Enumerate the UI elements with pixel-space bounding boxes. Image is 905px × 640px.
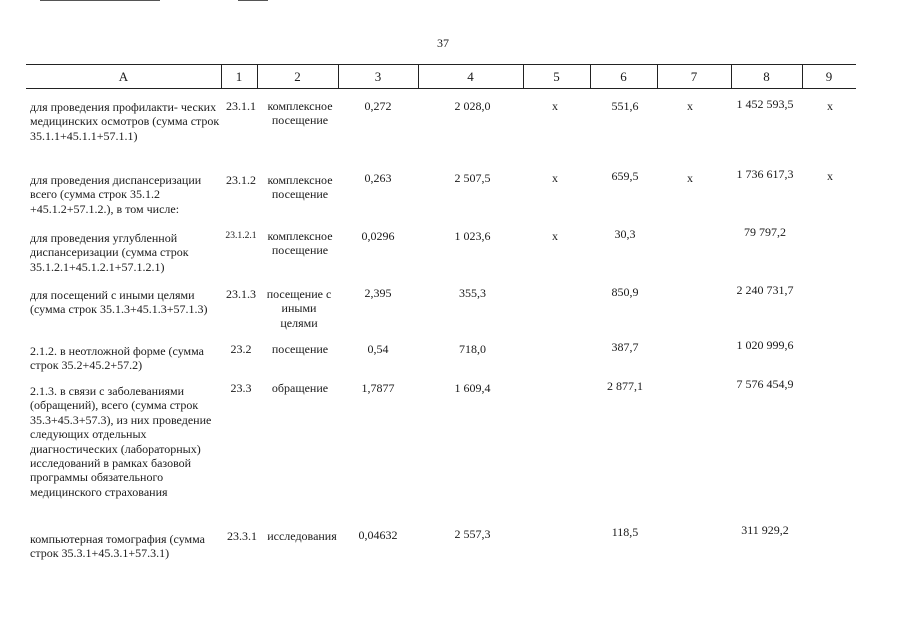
header-col-a: А xyxy=(118,69,129,84)
header-col-8: 8 xyxy=(763,69,770,84)
row-description: для посещений с иными целями (сумма строк 35.1.3+45.1.3+57.1.3) xyxy=(30,288,208,317)
row-col-4: 1 609,4 xyxy=(454,381,491,395)
row-description: для проведения диспансеризации всего (сумма строк 35.1.2 +45.1.2+57.1.2.), в том числе: xyxy=(30,173,202,216)
row-type: исследования xyxy=(267,529,337,543)
row-col-3: 0,272 xyxy=(364,99,392,113)
row-col-8: 2 240 731,7 xyxy=(736,283,794,297)
row-col-7: х xyxy=(687,171,693,185)
row-col-3: 0,04632 xyxy=(358,528,398,542)
row-col-4: 355,3 xyxy=(459,286,486,300)
header-col-2: 2 xyxy=(294,69,301,84)
row-col-6: 30,3 xyxy=(614,227,636,241)
row-code: 23.1.2.1 xyxy=(225,230,257,241)
row-code: 23.2 xyxy=(230,342,252,356)
row-col-3: 2,395 xyxy=(364,286,392,300)
header-col-4: 4 xyxy=(467,69,474,84)
row-col-7: х xyxy=(687,99,693,113)
row-description: компьютерная томография (сумма строк 35.3.1+45.3.1+57.3.1) xyxy=(30,532,205,561)
row-code: 23.3.1 xyxy=(227,529,257,543)
row-col-6: 118,5 xyxy=(611,525,639,539)
row-col-6: 387,7 xyxy=(611,340,639,354)
row-code: 23.1.3 xyxy=(226,287,256,301)
header-col-1: 1 xyxy=(235,69,243,84)
row-type: комплексное посещение xyxy=(267,173,333,202)
row-col-6: 850,9 xyxy=(611,285,639,299)
row-col-9: х xyxy=(827,169,833,183)
header-col-5: 5 xyxy=(553,69,560,84)
row-col-4: 718,0 xyxy=(459,342,486,356)
row-col-3: 0,0296 xyxy=(361,229,395,243)
row-col-8: 1 736 617,3 xyxy=(736,167,794,181)
row-col-4: 1 023,6 xyxy=(454,229,491,243)
row-type: посещение с иными целями xyxy=(266,287,332,330)
scan-top-line-left xyxy=(40,0,160,1)
row-col-3: 0,54 xyxy=(367,342,389,356)
row-col-8: 1 020 999,6 xyxy=(736,338,794,352)
row-col-4: 2 507,5 xyxy=(454,171,491,185)
scan-top-line-mid xyxy=(238,0,268,1)
row-code: 23.1.2 xyxy=(226,173,256,187)
row-col-5: х xyxy=(552,229,558,243)
row-col-8: 1 452 593,5 xyxy=(736,97,794,111)
row-col-3: 0,263 xyxy=(364,171,392,185)
row-type: комплексное посещение xyxy=(267,99,333,128)
row-col-6: 2 877,1 xyxy=(607,379,643,393)
row-col-3: 1,7877 xyxy=(361,381,395,395)
row-type: комплексное посещение xyxy=(267,229,333,258)
row-col-5: х xyxy=(552,171,558,185)
row-description: 2.1.2. в неотложной форме (сумма строк 35.2+45.2+57.2) xyxy=(30,344,204,373)
row-description: для проведения профилакти- ческих медицинских осмотров (сумма строк 35.1.1+45.1.1+57.1.1) xyxy=(30,100,220,143)
row-code: 23.1.1 xyxy=(226,99,256,113)
row-col-6: 551,6 xyxy=(611,99,639,113)
row-col-4: 2 028,0 xyxy=(454,99,491,113)
row-col-4: 2 557,3 xyxy=(454,527,491,541)
row-col-8: 79 797,2 xyxy=(744,225,786,239)
header-col-3: 3 xyxy=(374,69,382,84)
page-number: 37 xyxy=(437,36,449,50)
header-col-7: 7 xyxy=(690,69,698,84)
header-bottom-rule xyxy=(26,88,856,89)
row-description: 2.1.3. в связи с заболеваниями (обращений), всего (сумма строк 35.3+45.3+57.3), из них проведение следующих отдельных диагностических (лабораторных) исследований в рамках базовой программы обязательного медицинского страхования xyxy=(30,384,212,499)
row-col-6: 659,5 xyxy=(611,169,639,183)
row-type: обращение xyxy=(271,381,329,395)
header-col-9: 9 xyxy=(825,69,833,84)
row-col-5: х xyxy=(552,99,558,113)
row-code: 23.3 xyxy=(230,381,252,395)
row-col-9: х xyxy=(827,99,833,113)
row-col-8: 311 929,2 xyxy=(741,523,789,537)
row-type: посещение xyxy=(271,342,329,356)
row-description: для проведения углубленной диспансеризации (сумма строк 35.1.2.1+45.1.2.1+57.1.2.1) xyxy=(30,231,189,274)
row-col-8: 7 576 454,9 xyxy=(736,377,794,391)
header-col-6: 6 xyxy=(620,69,627,84)
